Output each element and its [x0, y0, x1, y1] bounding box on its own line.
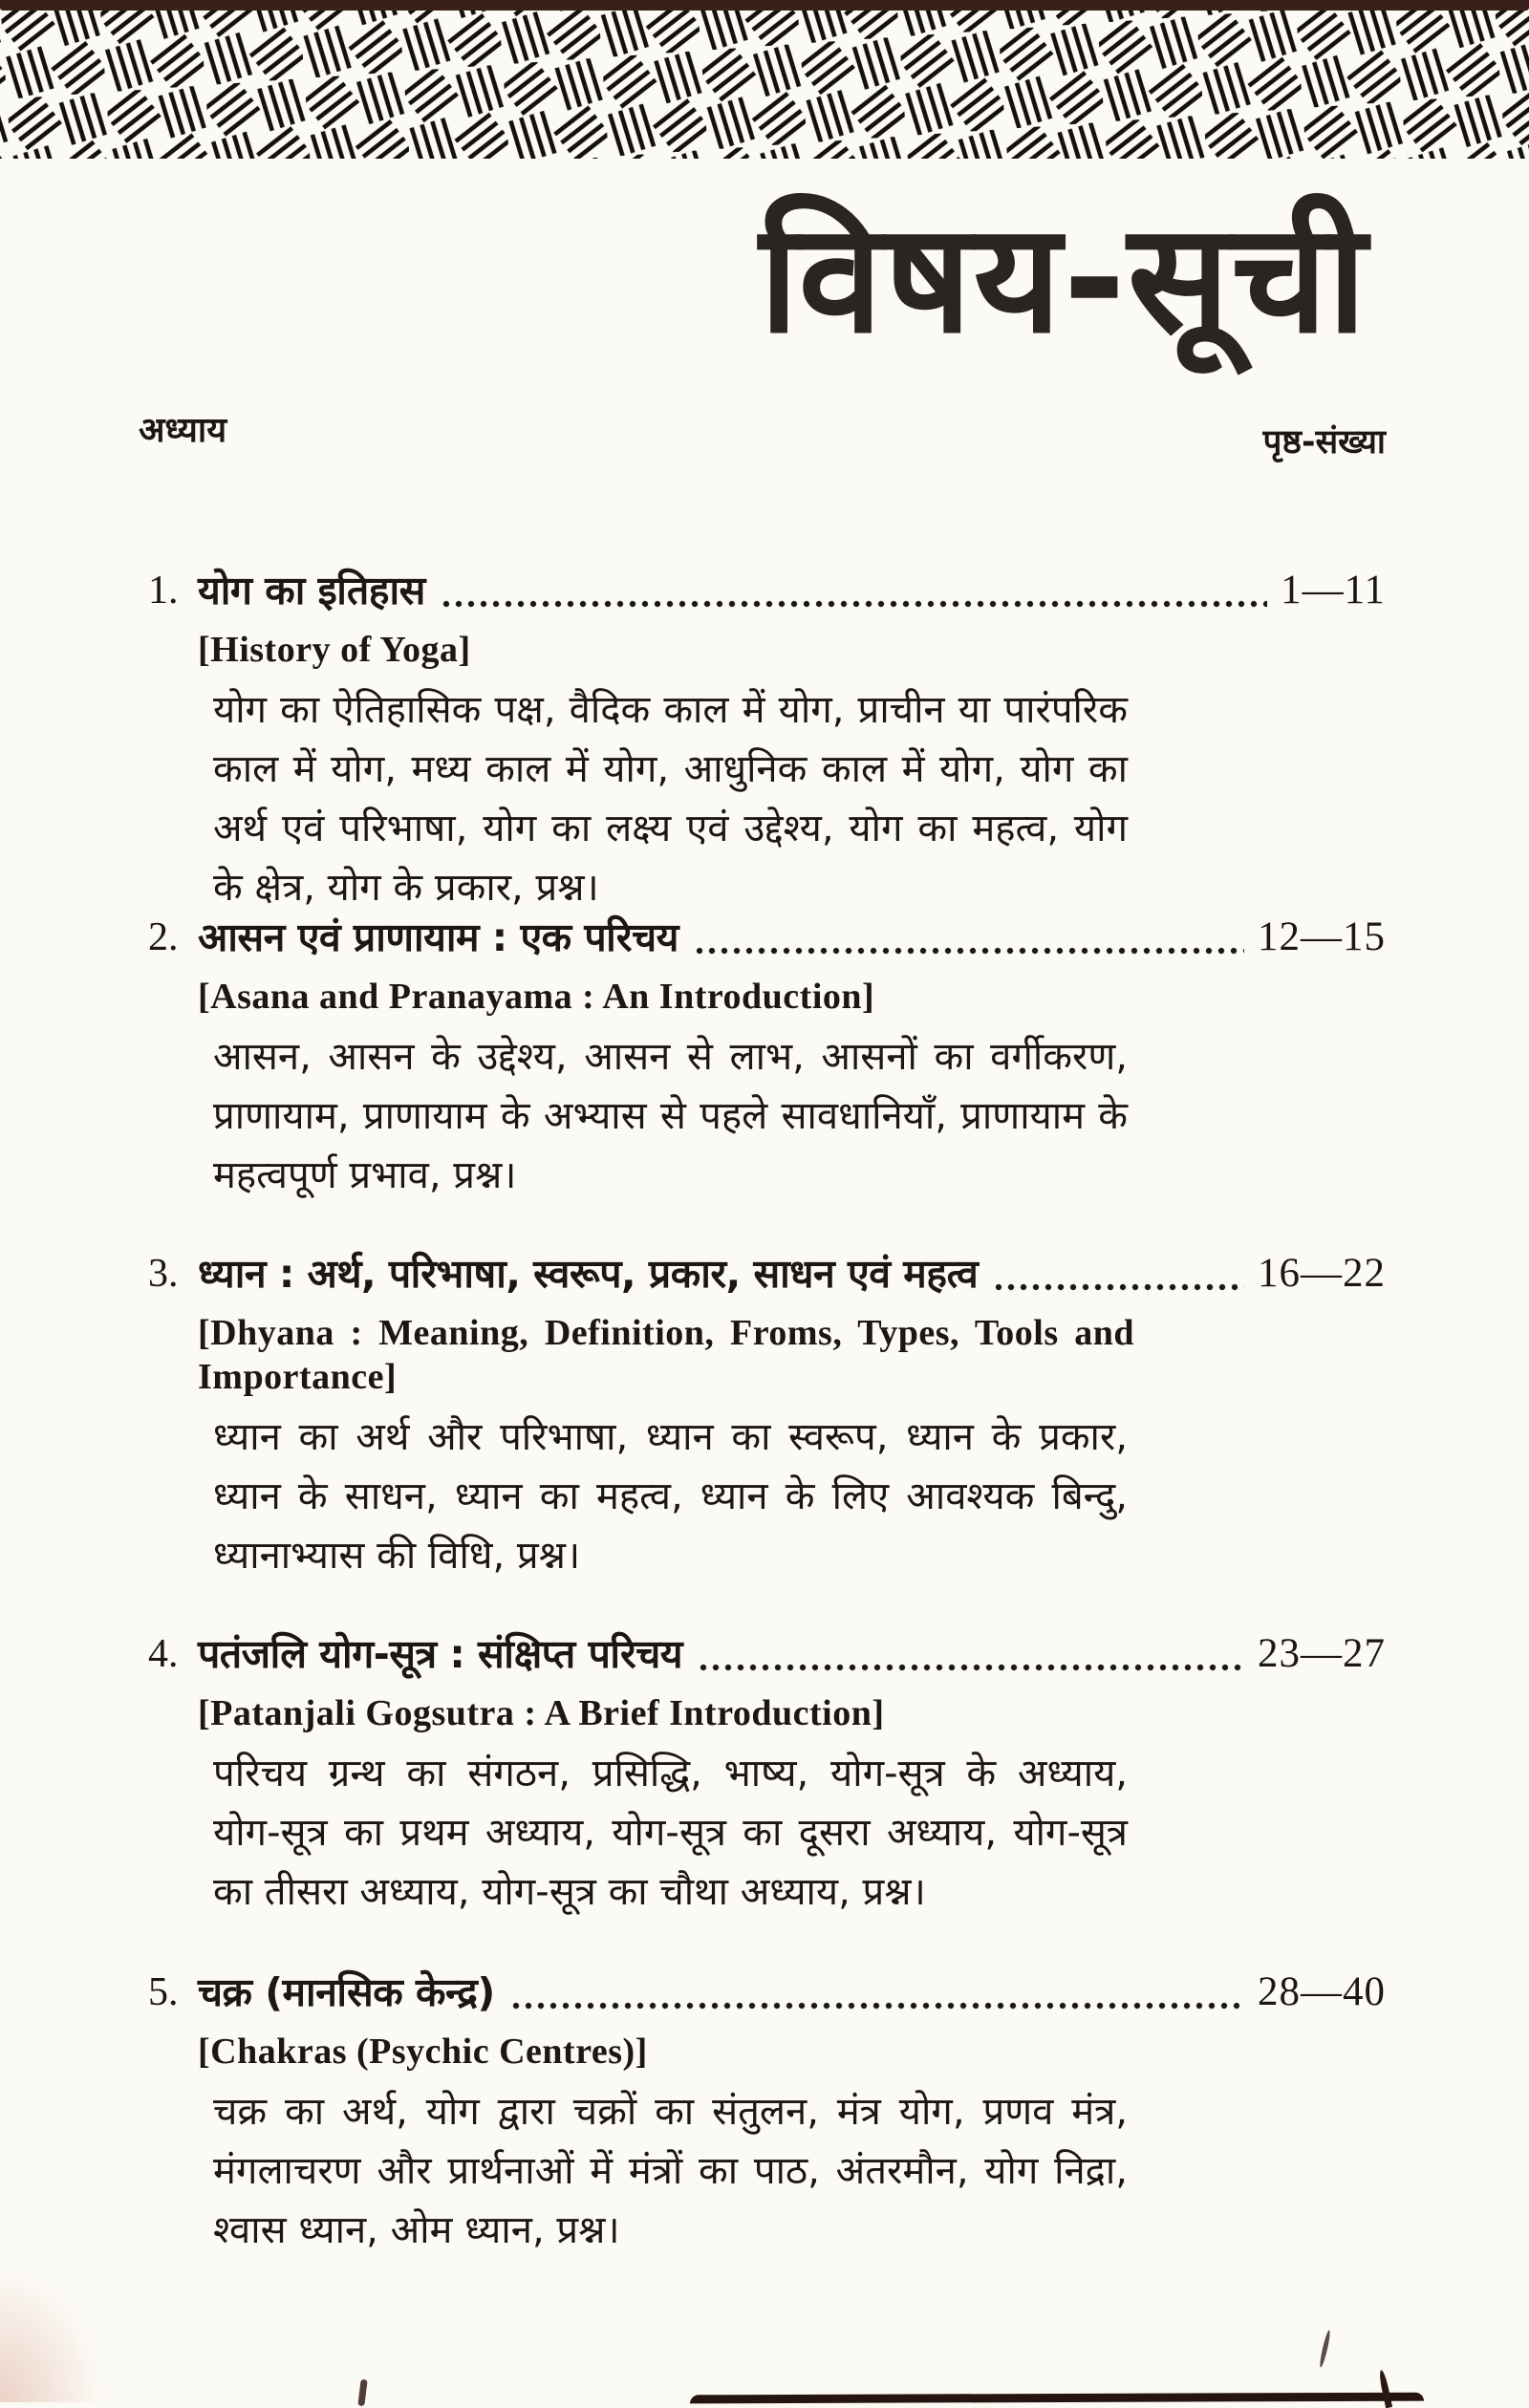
- dotted-leader: [700, 1664, 1244, 1671]
- scan-top-edge: [0, 0, 1529, 11]
- entry-description: परिचय ग्रन्थ का संगठन, प्रसिद्धि, भाष्य, योग-सूत्र के अध्याय, योग-सूत्र का प्रथम अध्याय, योग-सूत्र का दूसरा अध्याय, योग-सूत्र का तीसरा अध्याय, योग-सूत्र का चौथा अध्याय, प्रश्न।: [213, 1752, 1128, 1914]
- toc-entry: [148, 906, 1386, 1205]
- entry-number: 1.: [148, 569, 179, 613]
- toc-entry: [148, 1961, 1386, 2260]
- entry-heading: [148, 906, 1386, 969]
- entry-description: योग का ऐतिहासिक पक्ष, वैदिक काल में योग, प्राचीन या पारंपरिक काल में योग, मध्य काल में योग, आधुनिक काल में योग, योग का अर्थ एवं परिभाषा, योग का लक्ष्य एवं उद्देश्य, योग का महत्व, योग के क्षेत्र, योग के प्रकार, प्रश्न।: [213, 688, 1128, 910]
- entry-number: 3.: [148, 1252, 179, 1296]
- entry-number: 5.: [148, 1970, 179, 2014]
- entry-subtitle-english: [Asana and Pranayama : An Introduction]: [198, 977, 875, 1017]
- dotted-leader: [512, 2002, 1244, 2010]
- entry-title: चक्र (मानसिक केन्द्र): [198, 1969, 495, 2015]
- dotted-leader: [696, 947, 1244, 955]
- entry-heading: [148, 1242, 1386, 1305]
- entry-page-range: 16—22: [1258, 1251, 1386, 1296]
- entry-page-range: 28—40: [1258, 1969, 1386, 2014]
- decorative-weave-band: [0, 0, 1529, 159]
- dotted-leader: [995, 1283, 1244, 1291]
- entry-heading: [148, 559, 1386, 622]
- scan-mark: [1319, 2330, 1332, 2368]
- entry-page-range: 23—27: [1258, 1631, 1386, 1676]
- entry-page-range: 1—11: [1281, 568, 1386, 613]
- toc-entry: [148, 1623, 1386, 1922]
- toc-entry: [148, 1242, 1386, 1585]
- scan-corner-tint: [0, 2268, 105, 2402]
- entry-subtitle-english: [Chakras (Psychic Centres)]: [198, 2032, 648, 2072]
- entry-subtitle-english: [History of Yoga]: [198, 630, 471, 670]
- toc-entry: [148, 559, 1386, 917]
- basket-weave-pattern: [0, 0, 1529, 159]
- entry-heading: [148, 1961, 1386, 2024]
- scan-mark: [357, 2379, 367, 2407]
- entry-title: ध्यान : अर्थ, परिभाषा, स्वरूप, प्रकार, साधन एवं महत्व: [198, 1251, 979, 1297]
- column-header-chapter: अध्याय: [139, 411, 227, 450]
- entry-title: आसन एवं प्राणायाम : एक परिचय: [198, 914, 678, 960]
- entry-number: 2.: [148, 915, 179, 959]
- entry-title: पतंजलि योग-सूत्र : संक्षिप्त परिचय: [198, 1631, 683, 1677]
- entry-subtitle-english: [Patanjali Gogsutra : A Brief Introduction]: [198, 1693, 885, 1733]
- entry-description: आसन, आसन के उद्देश्य, आसन से लाभ, आसनों का वर्गीकरण, प्राणायाम, प्राणायाम के अभ्यास से पहले सावधानियाँ, प्राणायाम के महत्वपूर्ण प्रभाव, प्रश्न।: [213, 1035, 1128, 1197]
- column-header-page-number: पृष्ठ-संख्या: [1262, 423, 1386, 462]
- entry-description: ध्यान का अर्थ और परिभाषा, ध्यान का स्वरूप, ध्यान के प्रकार, ध्यान के साधन, ध्यान का महत्व, ध्यान के लिए आवश्यक बिन्दु, ध्यानाभ्यास की विधि, प्रश्न।: [213, 1415, 1128, 1578]
- entry-subtitle-english: [Dhyana : Meaning, Definition, Froms, Types, Tools and Importance]: [198, 1313, 1134, 1397]
- entry-title: योग का इतिहास: [198, 568, 425, 613]
- dotted-leader: [442, 600, 1267, 608]
- page-title: विषय-सूची: [759, 191, 1368, 367]
- entry-description: चक्र का अर्थ, योग द्वारा चक्रों का संतुलन, मंत्र योग, प्रणव मंत्र, मंगलाचरण और प्रार्थनाओं में मंत्रों का पाठ, अंतरमौन, योग निद्रा, श्वास ध्यान, ओम ध्यान, प्रश्न।: [213, 2090, 1128, 2252]
- entry-heading: [148, 1623, 1386, 1686]
- entry-page-range: 12—15: [1258, 914, 1386, 959]
- entry-number: 4.: [148, 1632, 179, 1676]
